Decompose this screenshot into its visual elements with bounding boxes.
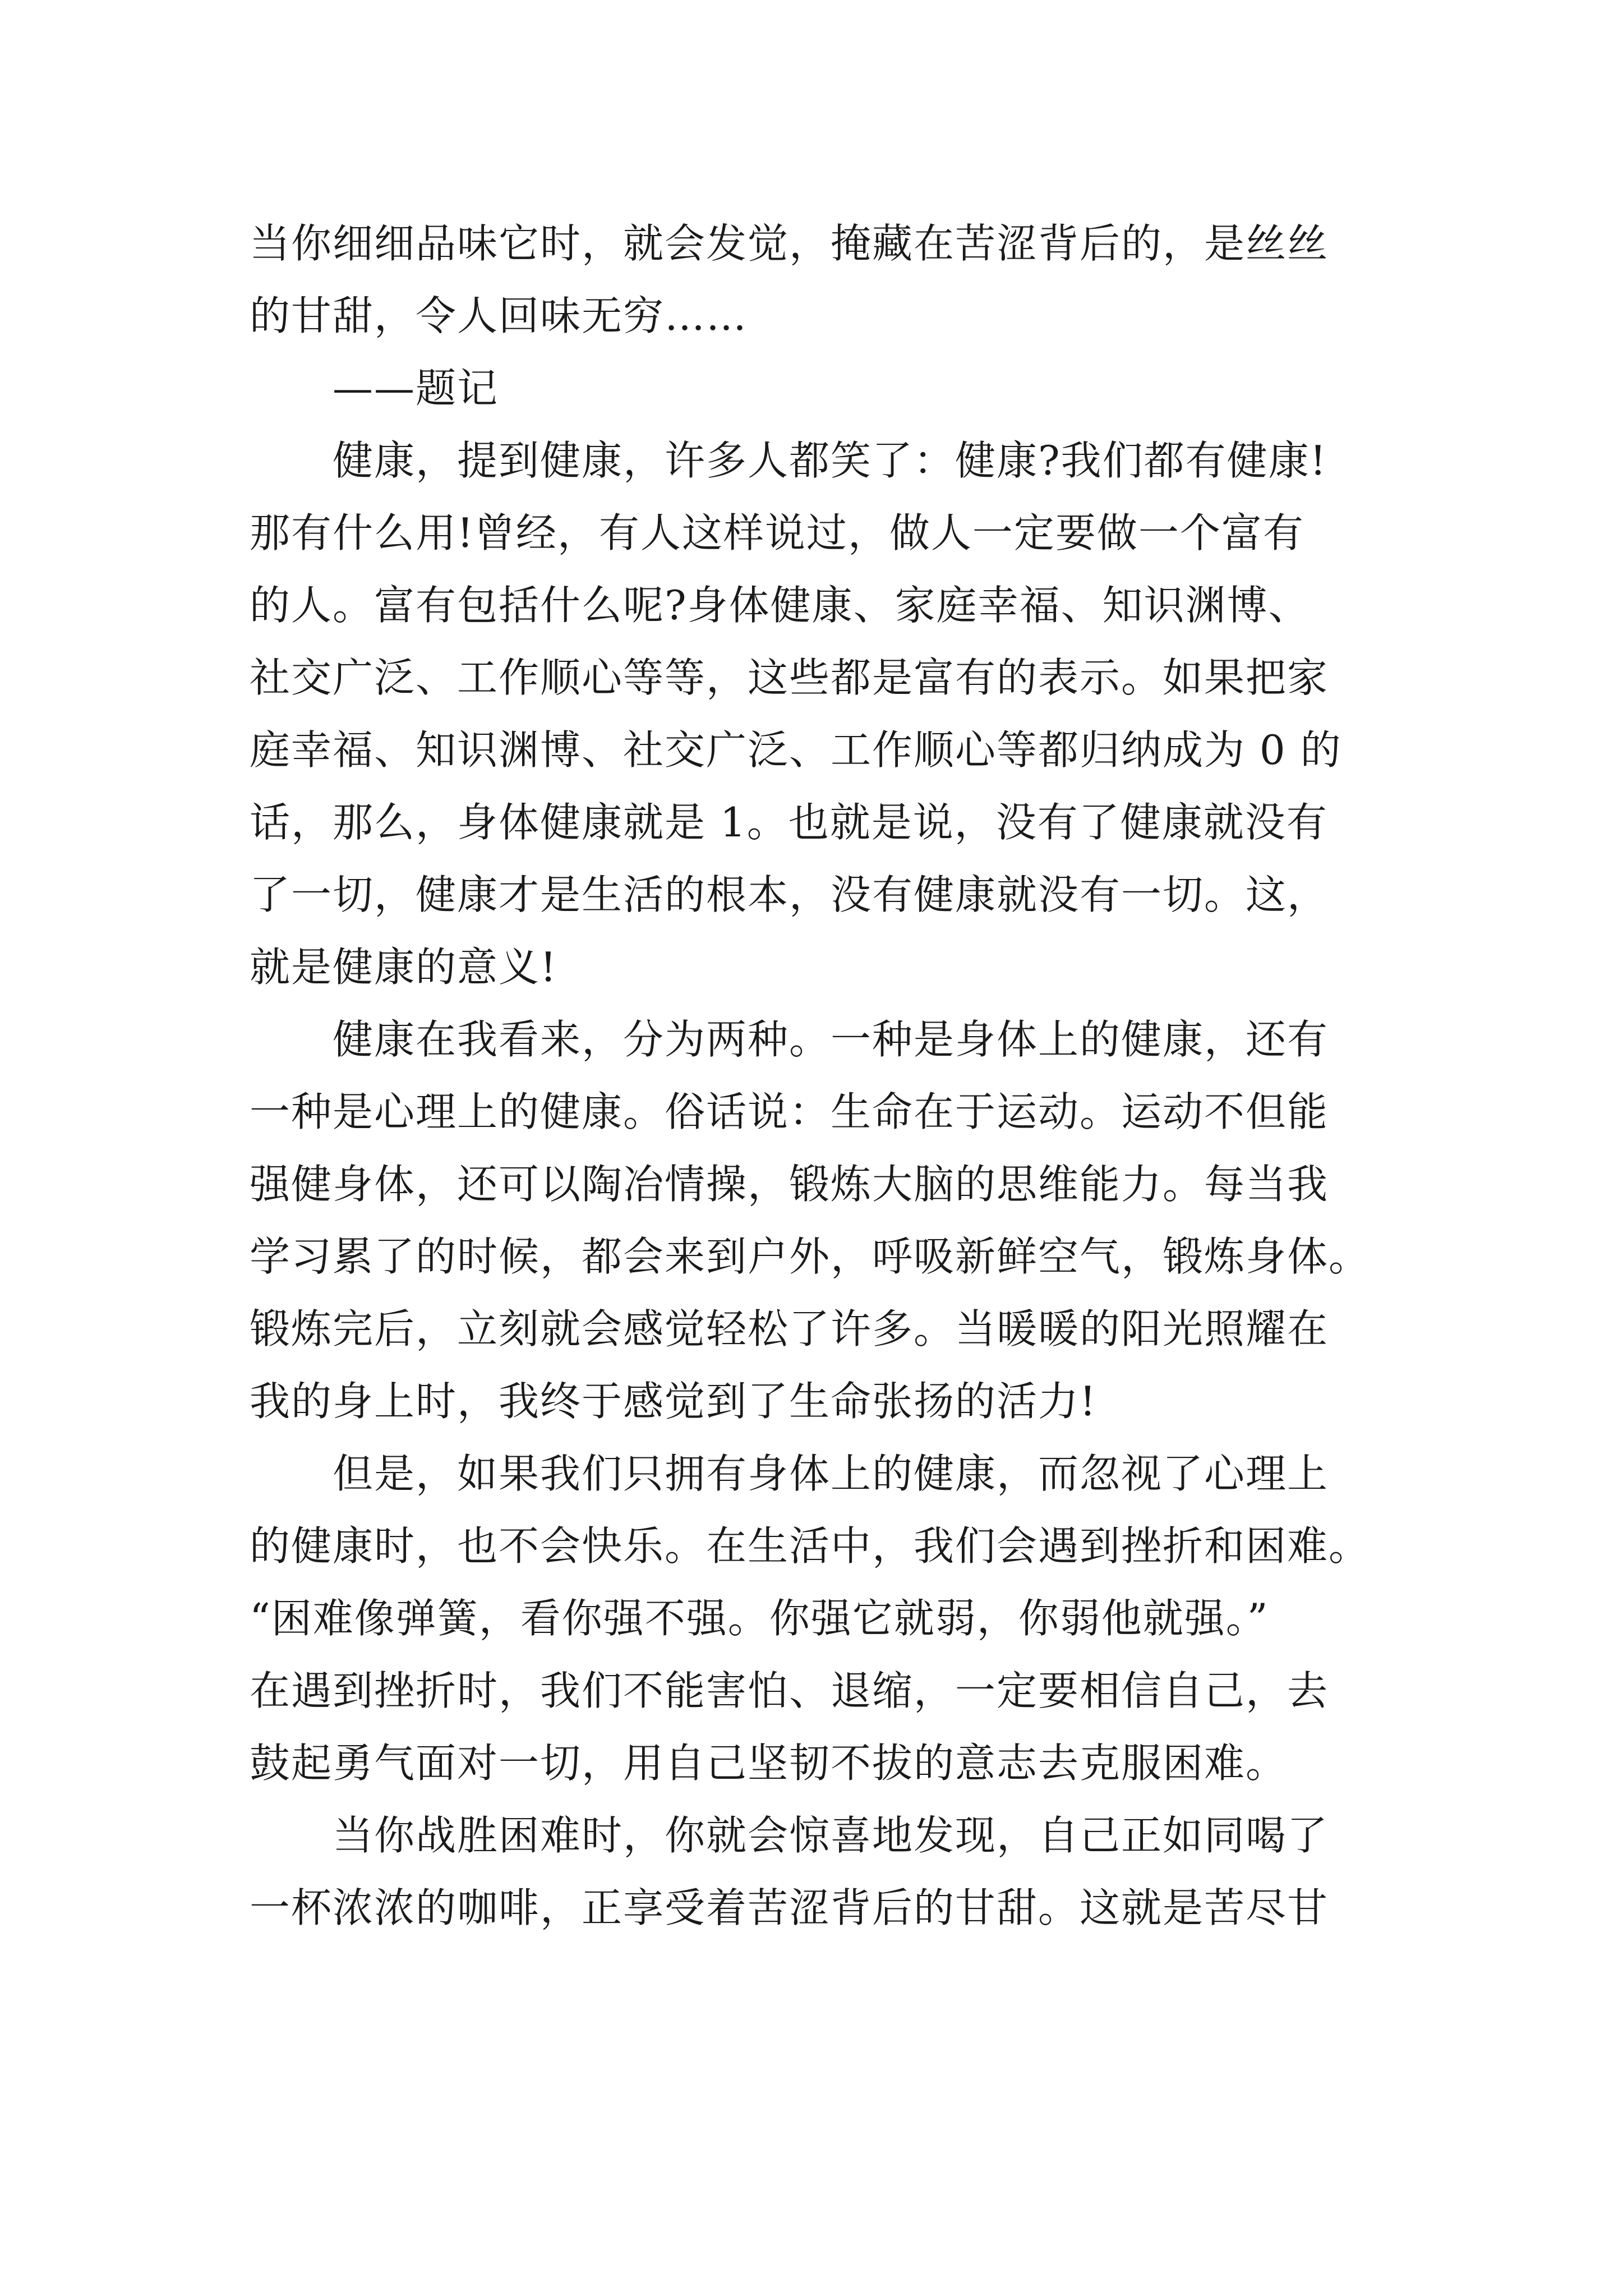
text-line: 的健康时，也不会快乐。在生活中，我们会遇到挫折和困难。: [250, 1522, 1371, 1570]
text-line: 那有什么用!曾经，有人这样说过，做人一定要做一个富有: [250, 509, 1304, 556]
text-line: 话，那么，身体健康就是 1。也就是说，没有了健康就没有: [250, 799, 1328, 846]
text-line: 的甘甜，令人回味无穷……: [250, 292, 748, 339]
text-line: 社交广泛、工作顺心等等，这些都是富有的表示。如果把家: [250, 654, 1329, 701]
text-line: 的人。富有包括什么呢?身体健康、家庭幸福、知识渊博、: [250, 582, 1310, 629]
paragraph-3: [250, 1438, 1394, 1800]
text-line: 健康在我看来，分为两种。一种是身体上的健康，还有: [333, 1016, 1329, 1063]
paragraph-4: [250, 1800, 1394, 1944]
text-line: 庭幸福、知识渊博、社交广泛、工作顺心等都归纳成为 0 的: [250, 726, 1342, 774]
text-line: 鼓起勇气面对一切，用自己坚韧不拔的意志去克服困难。: [250, 1740, 1288, 1787]
document-page: [250, 208, 1394, 1944]
text-line: 一种是心理上的健康。俗话说：生命在于运动。运动不但能: [250, 1088, 1329, 1135]
text-line: 强健身体，还可以陶冶情操，锻炼大脑的思维能力。每当我: [250, 1161, 1329, 1208]
text-line: ——题记: [333, 365, 499, 412]
intro-paragraph: [250, 208, 1394, 352]
text-line: 学习累了的时候，都会来到户外，呼吸新鲜空气，锻炼身体。: [250, 1233, 1371, 1280]
text-line: 当你细细品味它时，就会发觉，掩藏在苦涩背后的，是丝丝: [250, 220, 1329, 267]
epigraph-signature: [250, 352, 1394, 425]
text-line: 健康，提到健康，许多人都笑了：健康?我们都有健康!: [333, 437, 1327, 484]
text-line: 当你战胜困难时，你就会惊喜地发现，自己正如同喝了: [333, 1812, 1329, 1859]
text-line: 锻炼完后，立刻就会感觉轻松了许多。当暖暖的阳光照耀在: [250, 1305, 1329, 1352]
text-line: 了一切，健康才是生活的根本，没有健康就没有一切。这，: [250, 871, 1329, 918]
paragraph-1: [250, 425, 1394, 1004]
paragraph-2: [250, 1004, 1394, 1438]
text-line: 我的身上时，我终于感觉到了生命张扬的活力!: [250, 1378, 1097, 1425]
text-line: “困难像弹簧，看你强不强。你强它就弱，你弱他就强。”: [250, 1595, 1269, 1642]
text-line: 一杯浓浓的咖啡，正享受着苦涩背后的甘甜。这就是苦尽甘: [250, 1884, 1329, 1931]
text-line: 在遇到挫折时，我们不能害怕、退缩，一定要相信自己，去: [250, 1667, 1329, 1714]
text-line: 就是健康的意义!: [250, 944, 557, 991]
text-line: 但是，如果我们只拥有身体上的健康，而忽视了心理上: [333, 1450, 1329, 1497]
